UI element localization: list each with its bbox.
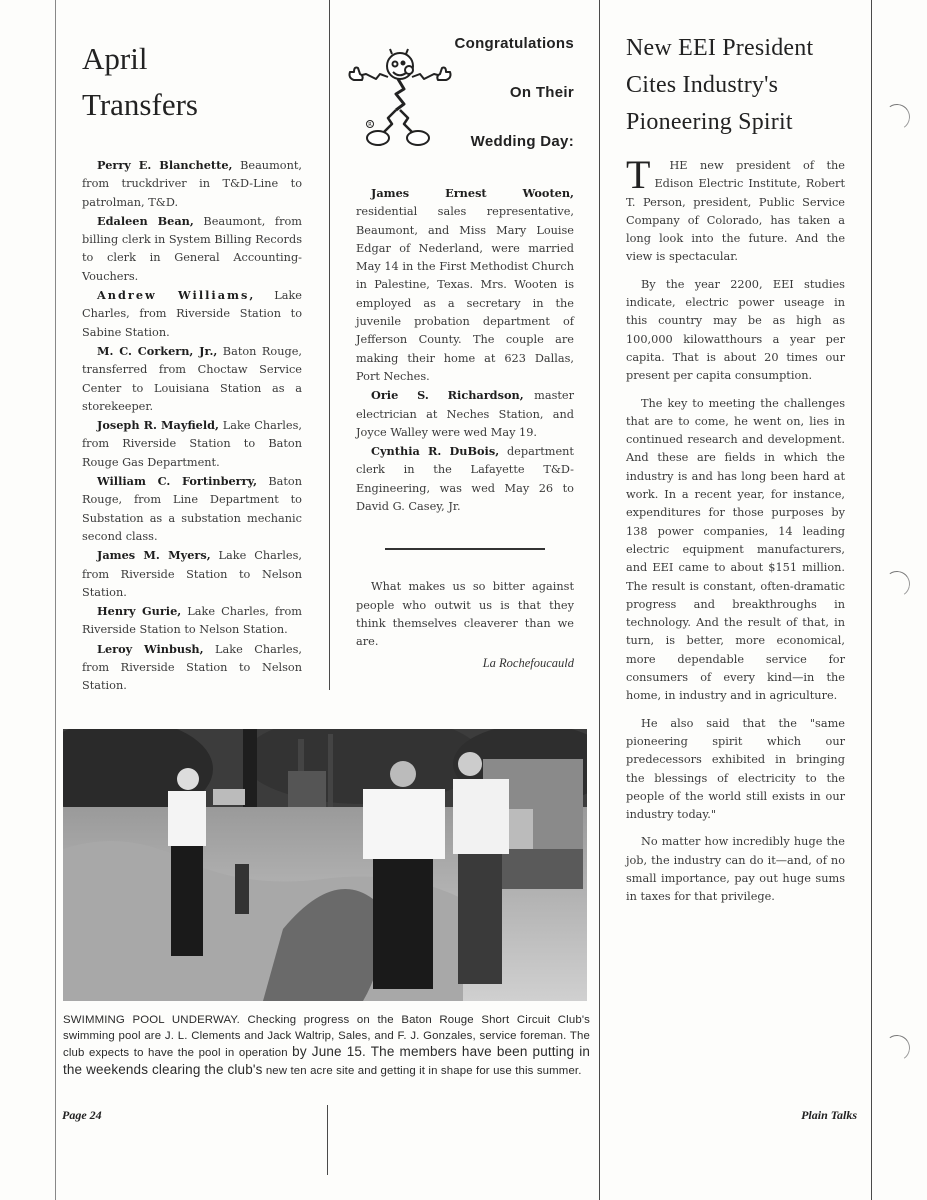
- transfer-entry: M. C. Corkern, Jr., Baton Rouge, transferred from Choctaw Service Center to Louisiana Station as a storekeeper.: [82, 343, 302, 413]
- reddy-kilowatt-icon: [344, 44, 456, 152]
- column-rule-2: [599, 0, 600, 1200]
- transfer-entry: Leroy Winbush, Lake Charles, from Riverside Station to Nelson Station.: [82, 641, 302, 693]
- weddings-article: [356, 30, 574, 672]
- transfer-entry: Henry Gurie, Lake Charles, from Riverside Station to Nelson Station.: [82, 604, 302, 637]
- hole-punch-mark: [882, 569, 912, 599]
- hole-punch-mark: [882, 1033, 912, 1063]
- transfer-entry: Perry E. Blanchette, Beaumont, from truckdriver in T&D-Line to patrolman, T&D.: [82, 158, 302, 209]
- column-rule-bottom-mid: [327, 1105, 328, 1175]
- wedding-entry: Cynthia R. DuBois, department clerk in the Lafayette T&D-Engineering, was wed May 26 to David G. Casey, Jr.: [356, 444, 574, 514]
- column-rule-right: [871, 0, 872, 1200]
- transfers-list: [82, 156, 302, 696]
- eei-president-article: [626, 30, 845, 907]
- column-rule-1: [329, 0, 330, 690]
- wedding-entry: James Ernest Wooten, residential sales representative, Beaumont, and Miss Mary Louise Edgar of Nederland, were married May 14 in the First Methodist Church in Palestine, Texas. Mrs. Wooten is employed as a secretary in the juvenile probation department of Jefferson County. The couple are making their home at 623 Dallas, Port Neches.: [356, 186, 574, 383]
- hole-punch-mark: [882, 102, 912, 132]
- article-paragraph: No matter how incredibly huge the job, the industry can do it—and, of no small importance, pay out huge sums in taxes for that privilege.: [626, 835, 845, 904]
- article-paragraph: By the year 2200, EEI studies indicate, electric power useage in this country may be as high as 100,000 kilowatthours a year per capita. That is about 20 times our present per capita consumption.: [626, 277, 845, 383]
- transfer-entry: Joseph R. Mayfield, Lake Charles, from Riverside Station to Baton Rouge Gas Department.: [82, 418, 302, 469]
- photo-caption: SWIMMING POOL UNDERWAY. Checking progress on the Baton Rouge Short Circuit Club's swimming pool are J. L. Clements and Jack Waltrip, Sales, and F. J. Gonzales, service foreman. The club expects to have the pool in operation by June 15. The members have been putting in the weekends clearing the club's new ten acre site and getting it in shape for use this summer.: [63, 1014, 591, 1077]
- article-paragraph: He also said that the "same pioneering spirit which our predecessors exhibited in bringing the blessings of electricity to the people of the world still exists in our industry today.": [626, 716, 845, 822]
- quote-attribution: La Rochefoucauld: [482, 655, 574, 670]
- photo-image: [63, 729, 587, 1001]
- transfer-entry: James M. Myers, Lake Charles, from Riverside Station to Nelson Station.: [82, 548, 302, 599]
- wedding-entry: Orie S. Richardson, master electrician at Neches Station, and Joyce Walley were wed May 19.: [356, 388, 574, 439]
- article-title: April Transfers: [82, 41, 198, 122]
- wedding-list: [356, 184, 574, 516]
- congrats-line: Wedding Day:: [470, 133, 574, 150]
- quote-text: What makes us so bitter against people who outwit us is that they think themselves cleaverer than we are.: [356, 580, 574, 649]
- april-transfers-article: [82, 36, 302, 696]
- congratulations-header: [356, 30, 574, 162]
- transfer-entry: Andrew Williams, Lake Charles, from Riverside Station to Sabine Station.: [82, 288, 302, 339]
- page-number: Page 24: [62, 1108, 102, 1122]
- column-rule-left: [55, 0, 56, 1200]
- quote-block: [356, 578, 574, 671]
- article-paragraph: T HE new president of the Edison Electric Institute, Robert T. Person, president, Public Service Company of Colorado, has taken a long look into the future. And the view is spectacular.: [626, 157, 845, 267]
- congrats-line: On Their: [509, 84, 574, 101]
- article-title: New EEI President Cites Industry's Pioneering Spirit: [626, 35, 814, 135]
- transfer-entry: Edaleen Bean, Beaumont, from billing clerk in System Billing Records to clerk in General Accounting-Vouchers.: [82, 213, 302, 283]
- ornamental-divider: [385, 544, 545, 554]
- publication-name: Plain Talks: [801, 1108, 857, 1122]
- swimming-pool-photo: [63, 729, 587, 1001]
- article-paragraph: The key to meeting the challenges that are to come, he went on, lies in continued research and development. And these are fields in which the industry is and has long been hard at work. In a recent year, for instance, expenditures for those purposes by 138 power companies, 14 leading electric equipment manufacturers, and EEI came to about $151 million. The result is constant, often-dramatic progress and breakthroughs in technology. And the result of that, in turn, is better, more economical, more dependable service for consumers of every kind—in the home, in industry and in agriculture.: [626, 396, 845, 703]
- drop-cap: T: [626, 152, 651, 197]
- transfer-entry: William C. Fortinberry, Baton Rouge, from Line Department to Substation as a substation mechanic second class.: [82, 474, 302, 543]
- article-body: [626, 152, 845, 907]
- congrats-line: Congratulations: [454, 35, 574, 52]
- svg-text:R: R: [368, 122, 372, 128]
